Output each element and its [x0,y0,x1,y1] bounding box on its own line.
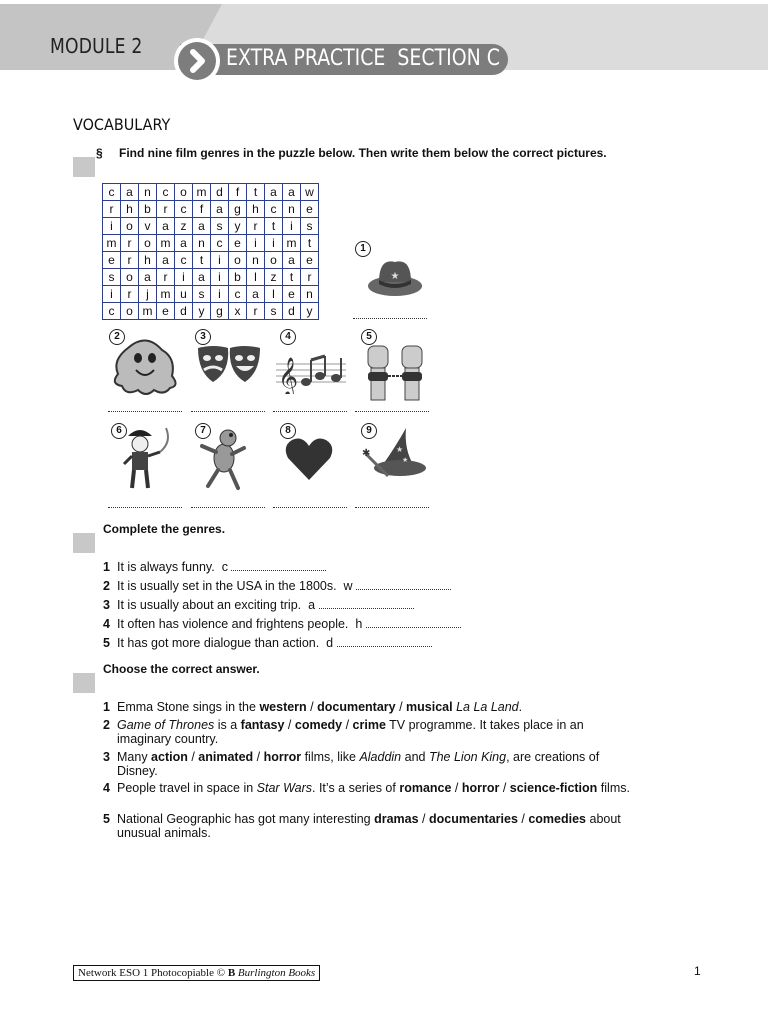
grid-cell: m [139,303,157,320]
exercise2-instruction: Complete the genres. [103,522,226,536]
grid-cell: i [103,218,121,235]
grid-cell: b [229,269,247,286]
first-letter: h [355,617,363,631]
sentence: It is usually about an exciting trip. [117,598,302,612]
grid-cell: n [247,252,265,269]
exercise1-instruction: Find nine film genres in the puzzle below. Then write them below the correct pictures. [119,146,607,160]
text-fragment: Emma Stone sings in the [117,700,260,714]
text-fragment: / [306,700,318,714]
first-letter: w [343,579,353,593]
grid-cell: i [247,235,265,252]
grid-cell: t [247,184,265,201]
grid-cell: s [265,303,283,320]
grid-cell: l [265,286,283,303]
grid-cell: r [157,269,175,286]
grid-cell: j [139,286,157,303]
footer-publisher: Burlington Books [237,967,316,979]
heart-icon [284,436,334,487]
answer-option[interactable]: animated [198,750,254,764]
word-search-grid [102,183,319,320]
grid-cell: o [265,252,283,269]
picture-number: 1 [355,241,371,257]
item-text [117,598,637,612]
grid-cell: m [157,235,175,252]
grid-cell: y [301,303,319,320]
grid-cell: i [283,218,301,235]
picture-number: 7 [195,423,211,439]
grid-row [103,269,319,286]
item-number: 3 [103,598,110,612]
grid-cell: n [139,184,157,201]
page-number: 1 [694,964,701,978]
first-letter: c [221,560,228,574]
grid-cell: c [265,201,283,218]
svg-text:𝄞: 𝄞 [278,358,299,394]
svg-text:★: ★ [390,271,400,282]
item-text [117,579,637,593]
grid-cell: i [211,269,229,286]
answer-line[interactable] [191,507,265,508]
cowboy-hat-icon [365,252,425,307]
burlington-logo-icon: B [227,967,236,979]
grid-cell: i [265,235,283,252]
item-text [117,560,637,574]
text-fragment: and [401,750,429,764]
sentence: It often has violence and frightens people. [117,617,349,631]
grid-row [103,303,319,320]
ghost-icon [108,336,184,405]
text-fragment: TV programme. It takes place in an imaginary country. [117,718,584,746]
answer-option[interactable]: science-fiction [509,781,598,795]
text-fragment: National Geographic has got many interesting [117,812,375,826]
grid-cell: n [283,201,301,218]
answer-line[interactable] [108,411,182,412]
theatre-masks-icon [194,340,264,395]
grid-cell: r [157,201,175,218]
grid-cell: e [103,252,121,269]
answer-option[interactable]: romance [399,781,452,795]
grid-cell: s [103,269,121,286]
answer-blank[interactable] [231,560,326,571]
grid-cell: a [211,201,229,218]
exercise-marker [73,673,95,693]
handcuffs-icon [362,342,428,407]
grid-cell: c [211,235,229,252]
answer-line[interactable] [355,411,429,412]
answer-option[interactable]: comedy [294,718,343,732]
grid-cell: a [283,184,301,201]
grid-cell: t [301,235,319,252]
answer-option[interactable]: documentary [317,700,396,714]
item-number: 1 [103,560,110,574]
item-number: 2 [103,579,110,593]
grid-cell: c [103,303,121,320]
answer-blank[interactable] [356,579,451,590]
item-number: 2 [103,718,110,732]
section-title: EXTRA PRACTICE SECTION C [226,46,501,71]
grid-row [103,286,319,303]
grid-cell: h [247,201,265,218]
grid-cell: a [265,184,283,201]
sentence: It is always funny. [117,560,215,574]
grid-cell: a [193,218,211,235]
answer-blank[interactable] [337,636,432,647]
grid-cell: a [157,218,175,235]
grid-cell: u [175,286,193,303]
picture-number: 4 [280,329,296,345]
answer-option[interactable]: western [259,700,307,714]
item-number: 4 [103,617,110,631]
grid-cell: e [157,303,175,320]
answer-option[interactable]: crime [352,718,386,732]
vocabulary-heading: VOCABULARY [73,115,171,134]
item-text [117,781,637,795]
grid-cell: a [247,286,265,303]
grid-cell: g [229,201,247,218]
answer-option[interactable]: documentaries [429,812,518,826]
title-text: The Lion King [428,750,507,764]
grid-cell: a [193,269,211,286]
text-fragment: / [253,750,264,764]
grid-cell: o [229,252,247,269]
answer-option[interactable]: fantasy [240,718,285,732]
answer-blank[interactable] [366,617,461,628]
exercise-marker [73,533,95,553]
first-letter: d [326,636,334,650]
grid-row [103,252,319,269]
grid-cell: z [175,218,193,235]
sentence: It has got more dialogue than action. [117,636,320,650]
text-fragment: . It’s a series of [312,781,400,795]
picture-number: 2 [109,329,125,345]
grid-cell: h [139,252,157,269]
grid-cell: m [283,235,301,252]
item-number: 3 [103,750,110,764]
grid-cell: m [157,286,175,303]
grid-cell: i [175,269,193,286]
grid-cell: l [247,269,265,286]
item-text [117,750,637,778]
item-text [117,700,637,714]
picture-number: 8 [280,423,296,439]
grid-row [103,235,319,252]
grid-cell: r [121,235,139,252]
grid-cell: e [283,286,301,303]
grid-cell: m [193,184,211,201]
grid-cell: e [229,235,247,252]
answer-option[interactable]: horror [263,750,302,764]
title-text: La La Land [456,700,519,714]
grid-cell: e [301,201,319,218]
title-text: Game of Thrones [117,718,215,732]
module-title: MODULE 2 [50,34,143,58]
answer-option[interactable]: horror [461,781,500,795]
grid-cell: y [193,303,211,320]
grid-cell: r [121,252,139,269]
grid-cell: d [211,184,229,201]
grid-cell: x [229,303,247,320]
grid-cell: r [247,303,265,320]
grid-cell: e [301,252,319,269]
first-letter: a [308,598,316,612]
grid-cell: o [175,184,193,201]
answer-line[interactable] [355,507,429,508]
text-fragment: / [395,700,407,714]
text-fragment: / [187,750,199,764]
answer-option[interactable]: action [151,750,188,764]
grid-cell: a [283,252,301,269]
answer-option[interactable]: musical [406,700,453,714]
grid-cell: r [103,201,121,218]
grid-cell: o [139,235,157,252]
grid-cell: n [193,235,211,252]
grid-cell: f [229,184,247,201]
music-notes-icon [276,350,346,399]
grid-cell: o [121,303,139,320]
grid-cell: a [157,252,175,269]
item-number: 1 [103,700,110,714]
item-number: 4 [103,781,110,795]
grid-cell: t [265,218,283,235]
answer-line[interactable] [108,507,182,508]
chevron-right-icon [178,42,216,80]
item-text [117,617,637,631]
exercise3-instruction: Choose the correct answer. [103,662,260,676]
grid-cell: i [211,252,229,269]
answer-line[interactable] [273,507,347,508]
text-fragment: about unusual animals. [117,812,621,840]
text-fragment: / [418,812,429,826]
grid-row [103,184,319,201]
grid-cell: d [175,303,193,320]
grid-cell: r [247,218,265,235]
grid-cell: y [229,218,247,235]
exercise-marker [73,157,95,177]
text-fragment: Many [117,750,152,764]
grid-cell: r [121,286,139,303]
answer-line[interactable] [273,411,347,412]
grid-cell: t [283,269,301,286]
grid-cell: i [103,286,121,303]
grid-cell: f [193,201,211,218]
title-text: Aladdin [359,750,402,764]
item-number: 5 [103,636,110,650]
grid-cell: s [301,218,319,235]
grid-cell: c [157,184,175,201]
text-fragment: / [499,781,510,795]
text-fragment: is a [214,718,241,732]
picture-number: 3 [195,329,211,345]
grid-cell: z [265,269,283,286]
text-fragment: . [518,700,523,714]
grid-cell: a [121,184,139,201]
grid-cell: b [139,201,157,218]
picture-number: 5 [361,329,377,345]
answer-option[interactable]: dramas [374,812,419,826]
footer-credit [73,965,320,981]
grid-cell: o [121,218,139,235]
item-text [117,636,637,650]
text-fragment: , are creations of Disney. [117,750,600,778]
grid-cell: a [139,269,157,286]
answer-line[interactable] [353,318,427,319]
grid-row [103,218,319,235]
text-fragment: / [342,718,353,732]
text-fragment: films, like [301,750,360,764]
grid-cell: a [175,235,193,252]
svg-text:★: ★ [402,457,409,464]
text-fragment: / [517,812,529,826]
grid-cell: i [211,286,229,303]
grid-cell: g [211,303,229,320]
grid-cell: c [103,184,121,201]
bullet: § [96,146,103,160]
answer-option[interactable]: comedies [528,812,587,826]
grid-cell: o [121,269,139,286]
grid-cell: c [229,286,247,303]
footer-text: Network ESO 1 Photocopiable © [78,967,226,979]
sentence: It is usually set in the USA in the 1800s. [117,579,337,593]
picture-number: 9 [361,423,377,439]
answer-line[interactable] [191,411,265,412]
title-text: Star Wars [256,781,313,795]
grid-cell: c [175,252,193,269]
text-fragment: People travel in space in [117,781,257,795]
grid-cell: s [211,218,229,235]
grid-cell: n [301,286,319,303]
grid-cell: w [301,184,319,201]
text-fragment: / [284,718,295,732]
grid-cell: r [301,269,319,286]
grid-row [103,201,319,218]
grid-cell: s [193,286,211,303]
picture-number: 6 [111,423,127,439]
grid-cell: d [283,303,301,320]
grid-cell: m [103,235,121,252]
grid-cell: c [175,201,193,218]
item-text [117,718,637,746]
svg-text:✱: ✱ [362,448,371,459]
answer-blank[interactable] [319,598,414,609]
item-number: 5 [103,812,110,826]
grid-cell: v [139,218,157,235]
item-text [117,812,637,840]
text-fragment: / [451,781,462,795]
grid-cell: h [121,201,139,218]
grid-cell: t [193,252,211,269]
svg-text:★: ★ [396,445,404,454]
text-fragment: films. [597,781,630,795]
